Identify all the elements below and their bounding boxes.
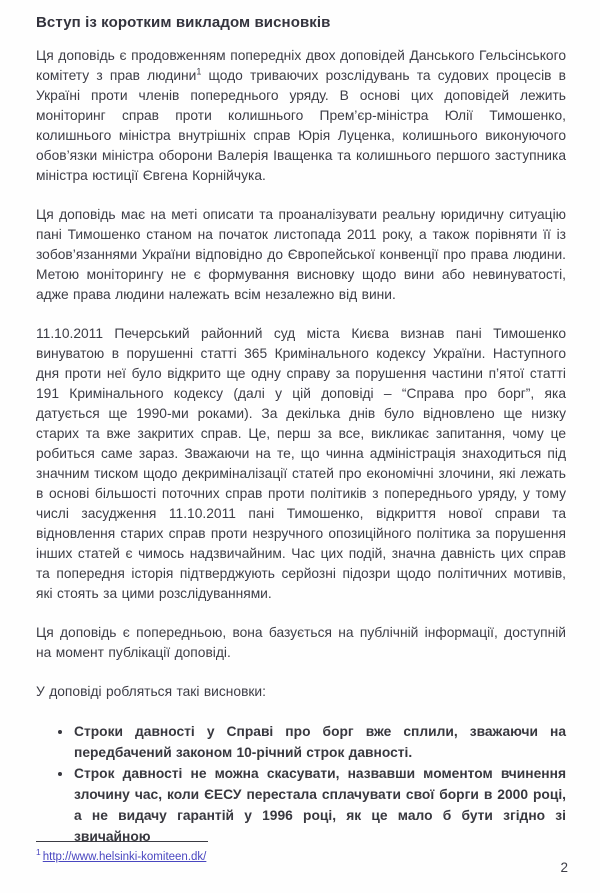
footnote — [36, 841, 566, 865]
conclusions-list — [36, 721, 566, 847]
footnote-separator — [36, 841, 208, 842]
list-item: • Строк давності не можна скасувати, назвавши моментом вчинення злочину час, коли ЄЕСУ перестала сплачувати свої борги в 2000 році, а не видачу гарантій у 1996 році, як це мало б бути згідно зі звичайною — [73, 763, 566, 847]
footnote-marker: 1 — [36, 847, 41, 857]
page-title: Вступ із коротким викладом висновків — [36, 14, 331, 31]
paragraph-purpose: Ця доповідь має на меті описати та проаналізувати реальну юридичну ситуацію пані Тимошенко станом на початок листопада 2011 року, а також порівняти її із зобов’язаннями України відповідно до Європейської конвенції про права людини. Метою моніторингу не є формування висновку щодо вини або невинуватості, адже права людини належать всім незалежно від вини. — [36, 207, 566, 302]
paragraph-intro-text: Ця доповідь є продовженням попередніх двох доповідей Данського Гельсінського комітету з прав людини — [36, 48, 566, 83]
conclusions-intro: У доповіді робляться такі висновки: — [36, 684, 266, 699]
list-item: • Строки давності у Справі про борг вже сплили, зважаючи на передбачений законом 10-річний строк давності. — [73, 721, 566, 763]
paragraph-preliminary-note: Ця доповідь є попередньою, вона базується на публічній інформації, доступній на момент публікації доповіді. — [36, 625, 566, 660]
page-number: 2 — [560, 860, 568, 875]
paragraph-intro — [36, 46, 566, 186]
paragraph-court-ruling: 11.10.2011 Печерський районний суд міста Києва визнав пані Тимошенко винуватою в порушенні статті 365 Кримінального кодексу України. Наступного дня проти неї було відкрито ще одну справу за порушення частини п’ятої статті 191 Кримінального кодексу (далі у цій доповіді – “Справа про борг”, яка датується ще 1990-ми роками). За декілька днів було відновлено ще низку старих та вже закритих справ. Це, перш за все, викликає запитання, чому це робиться саме зараз. Зважаючи на те, що чинна адміністрація знаходиться під значним тиском щодо декриміналізації статей про економічні злочини, які лежать в основі більшості поточних справ проти політиків з попереднього уряду, у тому числі засудження 11.10.2011 пані Тимошенко, відкриття нової справи та відновлення старих справ проти незручного опозиційного політика за порушення інших статей є чимось надзвичайним. Час цих подій, значна давність цих справ та попередня історія підтверджують серйозні підозри щодо політичних мотивів, які стоять за цими розслідуваннями. — [36, 326, 566, 601]
footnote-text — [36, 845, 566, 865]
footnote-reference[interactable]: 1 — [196, 66, 202, 77]
footnote-link[interactable]: http://www.helsinki-komiteen.dk/ — [42, 850, 207, 863]
paragraph-intro-text-continued: щодо триваючих розслідувань та судових процесів в Україні проти членів попереднього уряду. В основі цих доповідей лежить моніторинг справ проти колишнього Прем’єр-міністра Юлії Тимошенко, колишнього міністра внутрішніх справ Юрія Луценка, колишнього виконуючого обов’язки міністра оборони Валерія Іващенка та колишнього першого заступника міністра юстиції Євгена Корнійчука. — [36, 68, 566, 183]
